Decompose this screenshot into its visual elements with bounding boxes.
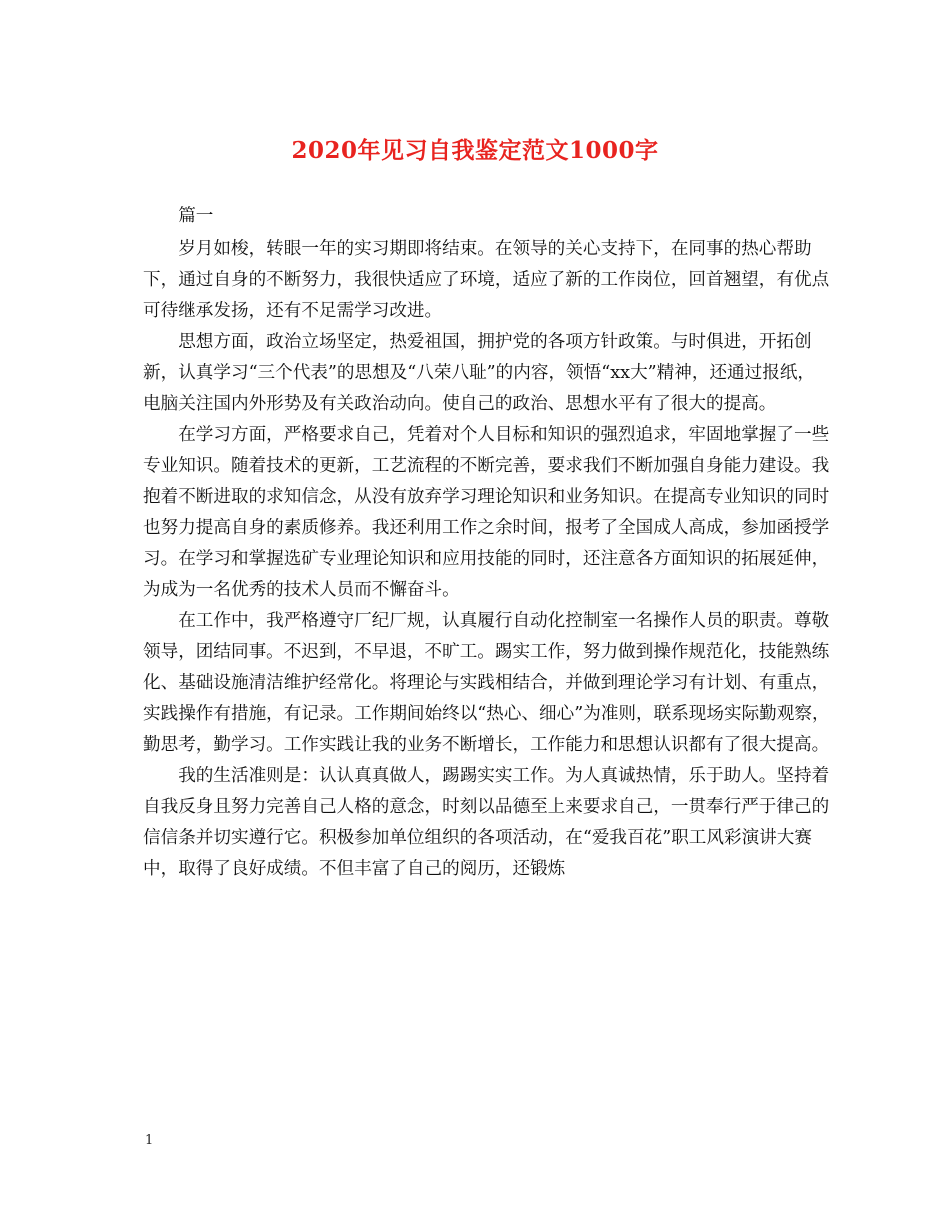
paragraph: 思想方面，政治立场坚定，热爱祖国，拥护党的各项方针政策。与时俱进，开拓创新，认真学习“三个代表”的思想及“八荣八耻”的内容，领悟“xx大”精神，还通过报纸，电脑关注国内外形势及有关政治动向。使自己的政治、思想水平有了很大的提高。 [143,332,816,414]
paragraph: 我的生活准则是：认认真真做人，踢踢实实工作。为人真诚热情，乐于助人。坚持着自我反身且努力完善自己人格的意念，时刻以品德至上来要求自己，一贯奉行严于律己的信信条并切实遵行它。积极参加单位组织的各项活动，在“爱我百花”职工风彩演讲大赛中，取得了良好成绩。不但丰富了自己的阅历，还锻炼 [143,766,830,879]
document-title: 2020年见习自我鉴定范文1000字 [291,137,659,164]
paragraph: 岁月如梭，转眼一年的实习期即将结束。在领导的关心支持下，在同事的热心帮助下，通过自身的不断努力，我很快适应了环境，适应了新的工作岗位，回首翘望，有优点可待继承发扬，还有不足需学习改进。 [143,239,830,321]
document-body [143,201,831,885]
paragraph: 在学习方面，严格要求自己，凭着对个人目标和知识的强烈追求，牢固地掌握了一些专业知识。随着技术的更新，工艺流程的不断完善，要求我们不断加强自身能力建设。我抱着不断进取的求知信念，从没有放弃学习理论知识和业务知识。在提高专业知识的同时也努力提高自身的素质修养。我还利用工作之余时间，报考了全国成人高成，参加函授学习。在学习和掌握选矿专业理论知识和应用技能的同时，还注意各方面知识的拓展延伸，为成为一名优秀的技术人员而不懈奋斗。 [143,425,830,600]
page-number: 1 [145,1133,154,1148]
section-label: 篇一 [178,206,214,226]
paragraph: 在工作中，我严格遵守厂纪厂规，认真履行自动化控制室一名操作人员的职责。尊敬领导，团结同事。不迟到，不早退，不旷工。踢实工作，努力做到操作规范化，技能熟练化、基础设施清洁维护经常化。将理论与实践相结合，并做到理论学习有计划、有重点，实践操作有措施，有记录。工作期间始终以“热心、细心”为准则，联系现场实际勤观察，勤思考，勤学习。工作实践让我的业务不断增长，工作能力和思想认识都有了很大提高。 [143,611,830,755]
